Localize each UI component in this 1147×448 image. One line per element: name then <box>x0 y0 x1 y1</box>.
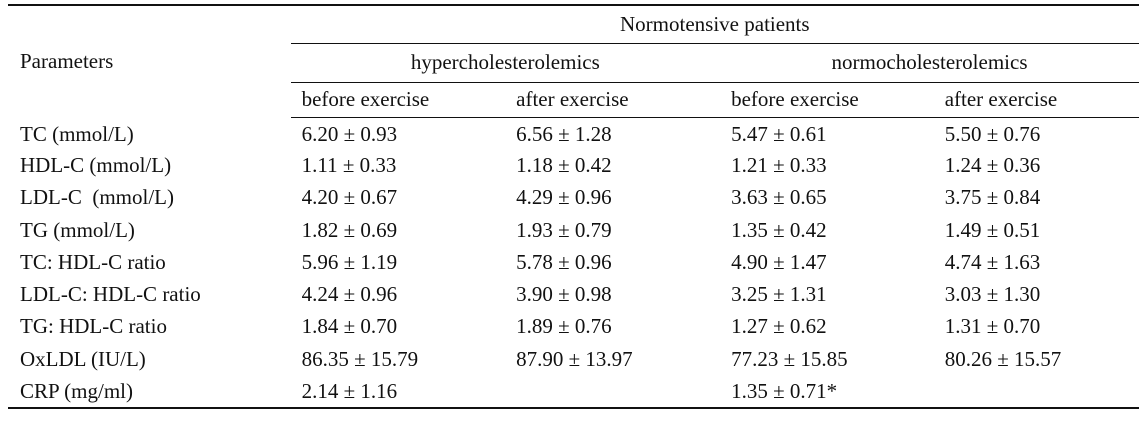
value-cell: 1.35 ± 0.42 <box>731 217 827 242</box>
condition-header: after exercise <box>934 82 1139 117</box>
value-cell: 4.29 ± 0.96 <box>516 185 612 210</box>
value-cell: 86.35 ± 15.79 <box>301 346 419 371</box>
condition-header: before exercise <box>720 82 934 117</box>
value-cell <box>934 375 1139 407</box>
header-row-group <box>8 5 1139 43</box>
table-row <box>8 375 1139 407</box>
parameter-cell: TG: HDL-C ratio <box>20 314 167 339</box>
value-cell: 1.11 ± 0.33 <box>301 152 397 177</box>
table-row <box>8 214 1139 246</box>
condition-header: before exercise <box>291 82 506 117</box>
parameter-cell: OxLDL (IU/L) <box>20 346 146 371</box>
value-cell: 5.50 ± 0.76 <box>944 122 1041 147</box>
table-row <box>8 182 1139 214</box>
value-cell: 1.27 ± 0.62 <box>731 314 827 339</box>
lipid-profile-table <box>8 4 1139 409</box>
value-cell: 6.20 ± 0.93 <box>301 122 398 147</box>
value-cell: 4.90 ± 1.47 <box>731 249 827 274</box>
normocholesterolemics-header: normocholesterolemics <box>720 43 1139 82</box>
parameter-cell: TG (mmol/L) <box>20 217 135 242</box>
value-cell: 3.75 ± 0.84 <box>944 185 1041 210</box>
value-cell: 6.56 ± 1.28 <box>516 122 612 147</box>
value-cell: 1.31 ± 0.70 <box>944 314 1041 339</box>
value-cell: 1.18 ± 0.42 <box>516 152 612 177</box>
value-cell: 3.63 ± 0.65 <box>731 185 827 210</box>
table-row <box>8 246 1139 278</box>
value-cell: 5.96 ± 1.19 <box>301 249 398 274</box>
parameter-cell: LDL-C: HDL-C ratio <box>20 282 201 307</box>
value-cell: 1.35 ± 0.71* <box>720 375 934 407</box>
value-cell: 1.21 ± 0.33 <box>731 152 827 177</box>
value-cell: 3.25 ± 1.31 <box>731 282 827 307</box>
parameter-cell: CRP (mg/ml) <box>8 375 291 407</box>
value-cell: 5.47 ± 0.61 <box>731 122 827 147</box>
table-row <box>8 278 1139 310</box>
value-cell: 4.24 ± 0.96 <box>301 282 398 307</box>
value-cell: 1.82 ± 0.69 <box>301 217 398 242</box>
value-cell: 3.90 ± 0.98 <box>516 282 612 307</box>
value-cell: 5.78 ± 0.96 <box>516 249 612 274</box>
value-cell: 1.49 ± 0.51 <box>944 217 1041 242</box>
value-cell: 1.93 ± 0.79 <box>516 217 612 242</box>
value-cell: 3.03 ± 1.30 <box>944 282 1041 307</box>
parameter-cell: TC: HDL-C ratio <box>20 249 166 274</box>
parameters-header: Parameters <box>8 5 291 117</box>
table-row <box>8 311 1139 343</box>
value-cell: 77.23 ± 15.85 <box>731 346 848 371</box>
value-cell: 1.89 ± 0.76 <box>516 314 612 339</box>
value-cell: 1.84 ± 0.70 <box>301 314 398 339</box>
value-cell: 1.24 ± 0.36 <box>944 152 1041 177</box>
table-row <box>8 117 1139 149</box>
value-cell: 4.74 ± 1.63 <box>944 249 1041 274</box>
table-row <box>8 343 1139 375</box>
parameter-cell: TC (mmol/L) <box>20 122 134 147</box>
table-row <box>8 149 1139 181</box>
value-cell: 2.14 ± 1.16 <box>291 375 506 407</box>
value-cell: 80.26 ± 15.57 <box>944 346 1062 371</box>
parameter-cell: HDL-C (mmol/L) <box>20 152 172 177</box>
hypercholesterolemics-header: hypercholesterolemics <box>291 43 720 82</box>
parameter-cell: LDL-C (mmol/L) <box>20 185 174 210</box>
value-cell <box>505 375 720 407</box>
normotensive-patients-header: Normotensive patients <box>291 5 1139 43</box>
value-cell: 4.20 ± 0.67 <box>301 185 398 210</box>
value-cell: 87.90 ± 13.97 <box>516 346 633 371</box>
condition-header: after exercise <box>505 82 720 117</box>
